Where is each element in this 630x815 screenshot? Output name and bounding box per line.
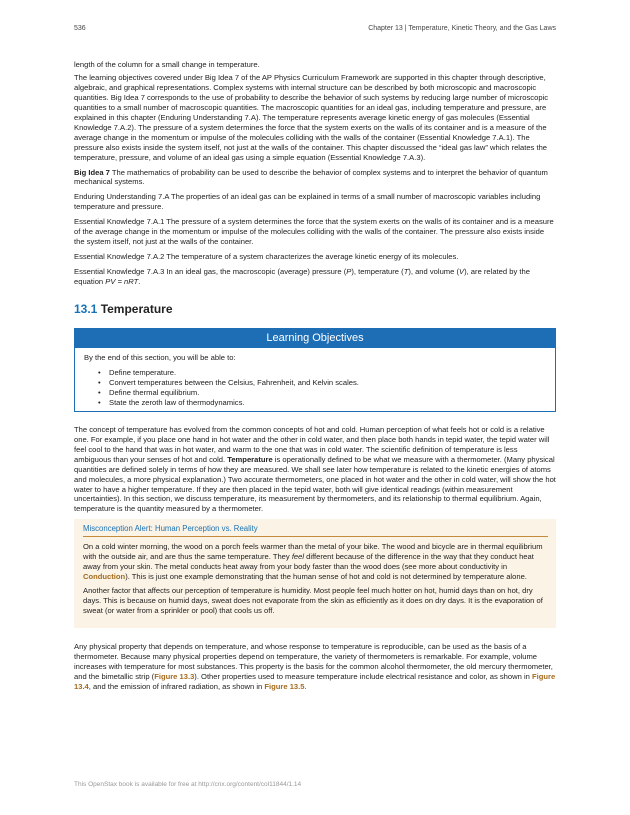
section-heading [74, 302, 556, 317]
ek-7a3-end: . [138, 277, 141, 287]
list-item: • Convert temperatures between the Celsius, Fahrenheit, and Kelvin scales. [109, 378, 546, 388]
essential-knowledge-7a1: Essential Knowledge 7.A.1 The pressure of a system determines the force that the system exerts on the walls of its container and is a measure of the average change in the momentum or impulse of the molecules colliding with the walls of the container. The pressure also exists inside the system itself, not just at the walls of the container. [74, 217, 554, 247]
conduction-link[interactable]: Conduction [83, 572, 126, 582]
body-text-4: ). Other properties used to measure temperature include electrical resistance and color, as shown in [194, 671, 532, 681]
section-number: 13.1 [74, 302, 98, 317]
misconception-alert-title: Misconception Alert: Human Perception vs. Reality [83, 524, 548, 537]
ek-7a3-text-1: Essential Knowledge 7.A.3 In an ideal gas, the macroscopic (average) pressure ( [74, 267, 347, 277]
temperature-symbol: T [403, 267, 409, 277]
page-content [74, 60, 556, 697]
ek-7a3-text-3: ), and volume ( [408, 267, 459, 277]
alert-text-3: ). This is just one example demonstrating that the human sense of hot and cold is not determined by temperature alone. [125, 572, 527, 582]
objectives-paragraph: The learning objectives covered under Big Idea 7 of the AP Physics Curriculum Framework are supported in this chapter through descriptive, algebraic, and graphical representations. Complex systems with internal structure can be described by both microscopic and macroscopic quantities. Big Idea 7 corresponds to the use of probability to describe the behavior of such systems by reducing large number of microscopic quantities to a small number of macroscopic quantities. The macroscopic quantities for an ideal gas, including temperature and pressure, are explained in this chapter (Enduring Understanding 7.A). The temperature represents average kinetic energy of gas molecules (Essential Knowledge 7.A.2). The pressure of a system determines the force that the system exerts on the walls of its container and is a measure of the average change in the momentum or impulse of the molecules colliding with the walls of the container (Essential Knowledge 7.A.1). The pressure also exists inside the system itself, not just at the walls of the container. This chapter discussed the “ideal gas law” which relates the temperature, pressure, and volume of an ideal gas using a simple equation (Essential Knowledge 7.A.3). [74, 72, 549, 162]
list-item: • Define thermal equilibrium. [109, 388, 546, 398]
misconception-paragraph-1 [83, 542, 548, 582]
list-item: • Define temperature. [109, 368, 546, 378]
section-title: Temperature [97, 302, 173, 317]
learning-objectives-intro: By the end of this section, you will be able to: [84, 353, 236, 363]
big-idea-text: The mathematics of probability can be used to describe the behavior of complex systems and to interpret the behavior of quantum mechanical systems. [74, 167, 548, 187]
learning-objectives-title: Learning Objectives [75, 329, 555, 348]
body-text-1: The concept of temperature has evolved from the common concepts of hot and cold. Human perception of what feels hot or cold is a relative one. For example, if you place one hand in hot water and the other in cold water, and then place both hands in tepid water, the tepid water will feel cool to the hand that was in hot water, and warm to the one that was in cold water. The scientific definition of temperature is less ambiguous than your senses of hot and cold. [74, 424, 550, 464]
continuation-paragraph: length of the column for a small change in temperature. [74, 60, 260, 69]
learning-objectives-body [75, 348, 555, 411]
essential-knowledge-7a3 [74, 267, 556, 287]
figure-13-5-link[interactable]: Figure 13.5 [264, 681, 305, 691]
body-text-2: is operationally defined to be what we measure with a thermometer. (Many physical quantities are defined solely in terms of how they are measured. We shall see later how temperature is related to the kinetic energies of atoms and molecules, a more physical explanation.) Two accurate thermometers, one placed in hot water and the other in cold water, will show the hot water to have a higher temperature. If they are then placed in the tepid water, both will give identical readings (within measurement uncertainties). In this section, we discuss temperature, its measurement by thermometers, and its relationship to thermal equilibrium. Again, temperature is the quantity measured by a thermometer. [74, 454, 556, 514]
big-idea-paragraph [74, 168, 556, 188]
body-text-5: , and the emission of infrared radiation, as shown in [88, 681, 265, 691]
essential-knowledge-7a2: Essential Knowledge 7.A.2 The temperature of a system characterizes the average kinetic energy of its molecules. [74, 252, 459, 262]
alert-text-1: On a cold winter morning, the wood on a porch feels warmer than the metal of your bike. The wood and bicycle are in thermal equilibrium with the outside air, and are thus the same temperature. They [83, 542, 543, 562]
ek-7a3-text-2: ), temperature ( [351, 267, 404, 277]
alert-text-2: different because of the difference in the way that they conduct heat away from your skin. The metal conducts heat away from your body faster than the wood does (see more about conductivity in [83, 552, 534, 572]
figure-13-3-link[interactable]: Figure 13.3 [154, 671, 195, 681]
temperature-term: Temperature [227, 454, 273, 464]
page-footer: This OpenStax book is available for free at http://cnx.org/content/col11844/1.14 [74, 781, 302, 788]
page-number: 536 [74, 25, 86, 32]
misconception-paragraph-2: Another factor that affects our perception of temperature is humidity. Most people feel much hotter on hot, humid days than on hot, dry days. This is because on humid days, sweat does not evaporate from the skin as efficiently as it does on dry days. It is the evaporation of sweat (or water from a sprinkler or pool) that cools us off. [83, 586, 543, 616]
learning-objectives-box [74, 328, 556, 412]
big-idea-label: Big Idea 7 [74, 167, 110, 177]
page-header [74, 25, 556, 37]
misconception-alert-box [74, 519, 556, 628]
ek-7a3-text-4: ), are related by the equation [74, 267, 530, 287]
ideal-gas-equation: PV = nRT [105, 277, 139, 287]
volume-symbol: V [458, 267, 465, 277]
body-text-3: Any physical property that depends on temperature, and whose response to temperature is reproducible, can be used as the basis of a thermometer. Because many physical properties depend on temperature, the variety of thermometers is remarkable. For example, volume increases with temperature for most substances. This property is the basis for the common alcohol thermometer, the old mercury thermometer, and the bimetallic strip ( [74, 641, 553, 681]
enduring-understanding-7a: Enduring Understanding 7.A The properties of an ideal gas can be explained in terms of a small number of macroscopic variables including temperature and pressure. [74, 192, 541, 212]
learning-objectives-list [84, 368, 546, 408]
alert-emphasis: feel [291, 552, 305, 562]
body-text-end: . [304, 681, 307, 691]
list-item: • State the zeroth law of thermodynamics. [109, 398, 546, 408]
figure-13-4-link[interactable]: Figure 13.4 [74, 671, 556, 691]
temperature-concept-paragraph [74, 425, 556, 515]
thermometer-paragraph [74, 642, 556, 692]
chapter-title: Chapter 13 | Temperature, Kinetic Theory, and the Gas Laws [368, 25, 556, 32]
pressure-symbol: P [346, 267, 352, 277]
